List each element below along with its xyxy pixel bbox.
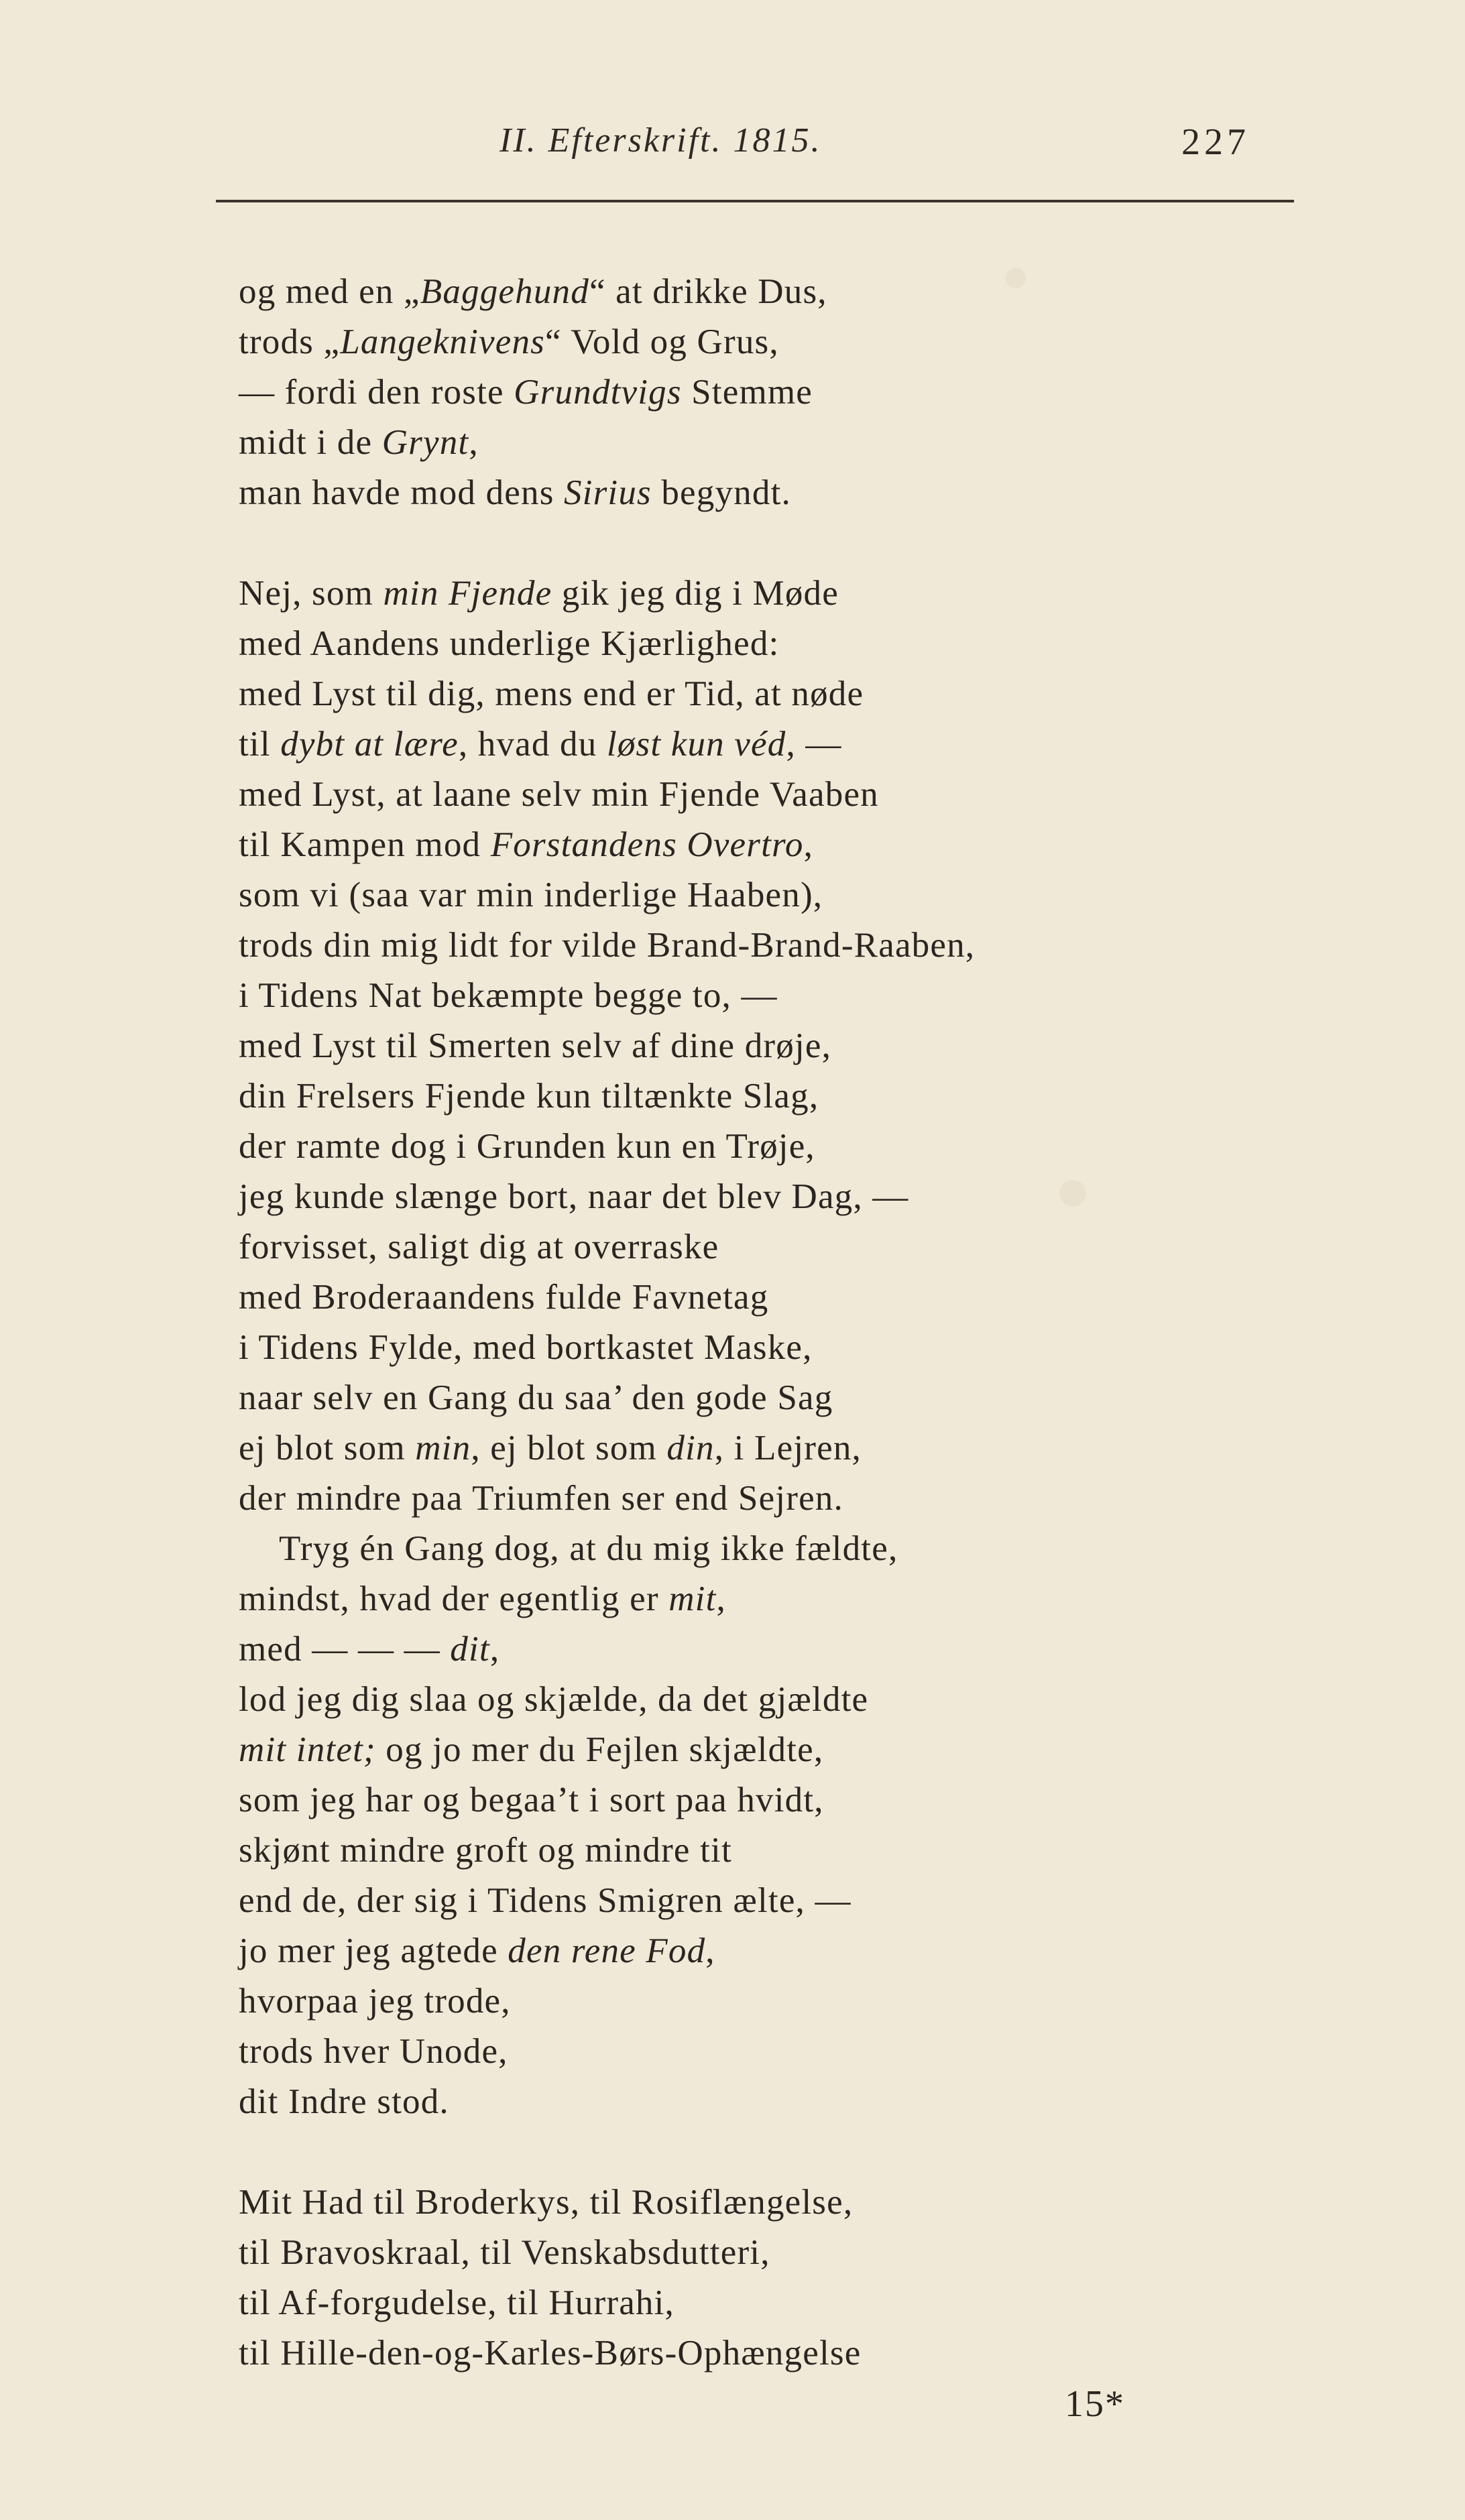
page-number: 227 — [1181, 121, 1250, 163]
stanza-break — [239, 2127, 1446, 2177]
poem-line: til Kampen mod Forstandens Overtro, — [239, 825, 814, 864]
poem-line: trods din mig lidt for vilde Brand-Brand-Raaben, — [239, 926, 976, 965]
poem-line: Mit Had til Broderkys, til Rosiflængelse, — [239, 2183, 854, 2222]
poem-line: med Lyst, at laane selv min Fjende Vaaben — [239, 775, 879, 814]
poem-line: til dybt at lære, hvad du løst kun véd, — — [239, 725, 842, 764]
poem-line: din Frelsers Fjende kun tiltænkte Slag, — [239, 1077, 819, 1116]
poem-line: og med en „Baggehund“ at drikke Dus, — [239, 272, 827, 311]
poem-line: med Aandens underlige Kjærlighed: — [239, 624, 780, 663]
poem-line: naar selv en Gang du saa’ den gode Sag — [239, 1378, 833, 1417]
poem-line: mindst, hvad der egentlig er mit, — [239, 1579, 726, 1618]
poem-line: hvorpaa jeg trode, — [239, 1982, 511, 2021]
poem-line: til Hille-den-og-Karles-Børs-Ophængelse — [239, 2334, 862, 2373]
poem-line: til Bravoskraal, til Venskabsdutteri, — [239, 2233, 770, 2272]
poem-text — [239, 267, 1446, 2379]
poem-line: i Tidens Fylde, med bortkastet Maske, — [239, 1328, 813, 1367]
poem-line: trods hver Unode, — [239, 2032, 508, 2071]
poem-line: Tryg én Gang dog, at du mig ikke fældte, — [279, 1529, 898, 1568]
header-rule — [216, 200, 1294, 202]
poem-line: end de, der sig i Tidens Smigren ælte, — — [239, 1881, 852, 1920]
poem-line: mit intet; og jo mer du Fejlen skjældte, — [239, 1730, 824, 1769]
signature-mark: 15* — [1065, 2383, 1125, 2425]
poem-line: som vi (saa var min inderlige Haaben), — [239, 876, 823, 914]
poem-line: Nej, som min Fjende gik jeg dig i Møde — [239, 574, 839, 613]
stanza-break — [239, 518, 1446, 568]
poem-line: med Broderaandens fulde Favnetag — [239, 1278, 769, 1317]
running-title: II. Efterskrift. 1815. — [500, 121, 822, 160]
poem-line: med Lyst til Smerten selv af dine drøje, — [239, 1026, 832, 1065]
poem-line: i Tidens Nat bekæmpte begge to, — — [239, 976, 778, 1015]
poem-line: ej blot som min, ej blot som din, i Lejren, — [239, 1429, 862, 1467]
poem-line: midt i de Grynt, — [239, 423, 479, 462]
poem-line: skjønt mindre groft og mindre tit — [239, 1831, 732, 1870]
poem-line: lod jeg dig slaa og skjælde, da det gjældte — [239, 1680, 869, 1719]
poem-line: jo mer jeg agtede den rene Fod, — [239, 1931, 715, 1970]
poem-line: der ramte dog i Grunden kun en Trøje, — [239, 1127, 815, 1166]
poem-line: forvisset, saligt dig at overraske — [239, 1227, 719, 1266]
poem-line: med — — — dit, — [239, 1630, 500, 1669]
poem-line: med Lyst til dig, mens end er Tid, at nøde — [239, 674, 864, 713]
poem-line: som jeg har og begaa’t i sort paa hvidt, — [239, 1781, 824, 1819]
poem-line: — fordi den roste Grundtvigs Stemme — [239, 373, 813, 412]
running-header — [0, 121, 1465, 181]
poem-line: man havde mod dens Sirius begyndt. — [239, 473, 791, 512]
poem-line: der mindre paa Triumfen ser end Sejren. — [239, 1479, 843, 1518]
poem-line: jeg kunde slænge bort, naar det blev Dag, — — [239, 1177, 909, 1216]
poem-line: dit Indre stod. — [239, 2082, 449, 2121]
poem-line: til Af-forgudelse, til Hurrahi, — [239, 2283, 675, 2322]
poem-line: trods „Langeknivens“ Vold og Grus, — [239, 322, 779, 361]
